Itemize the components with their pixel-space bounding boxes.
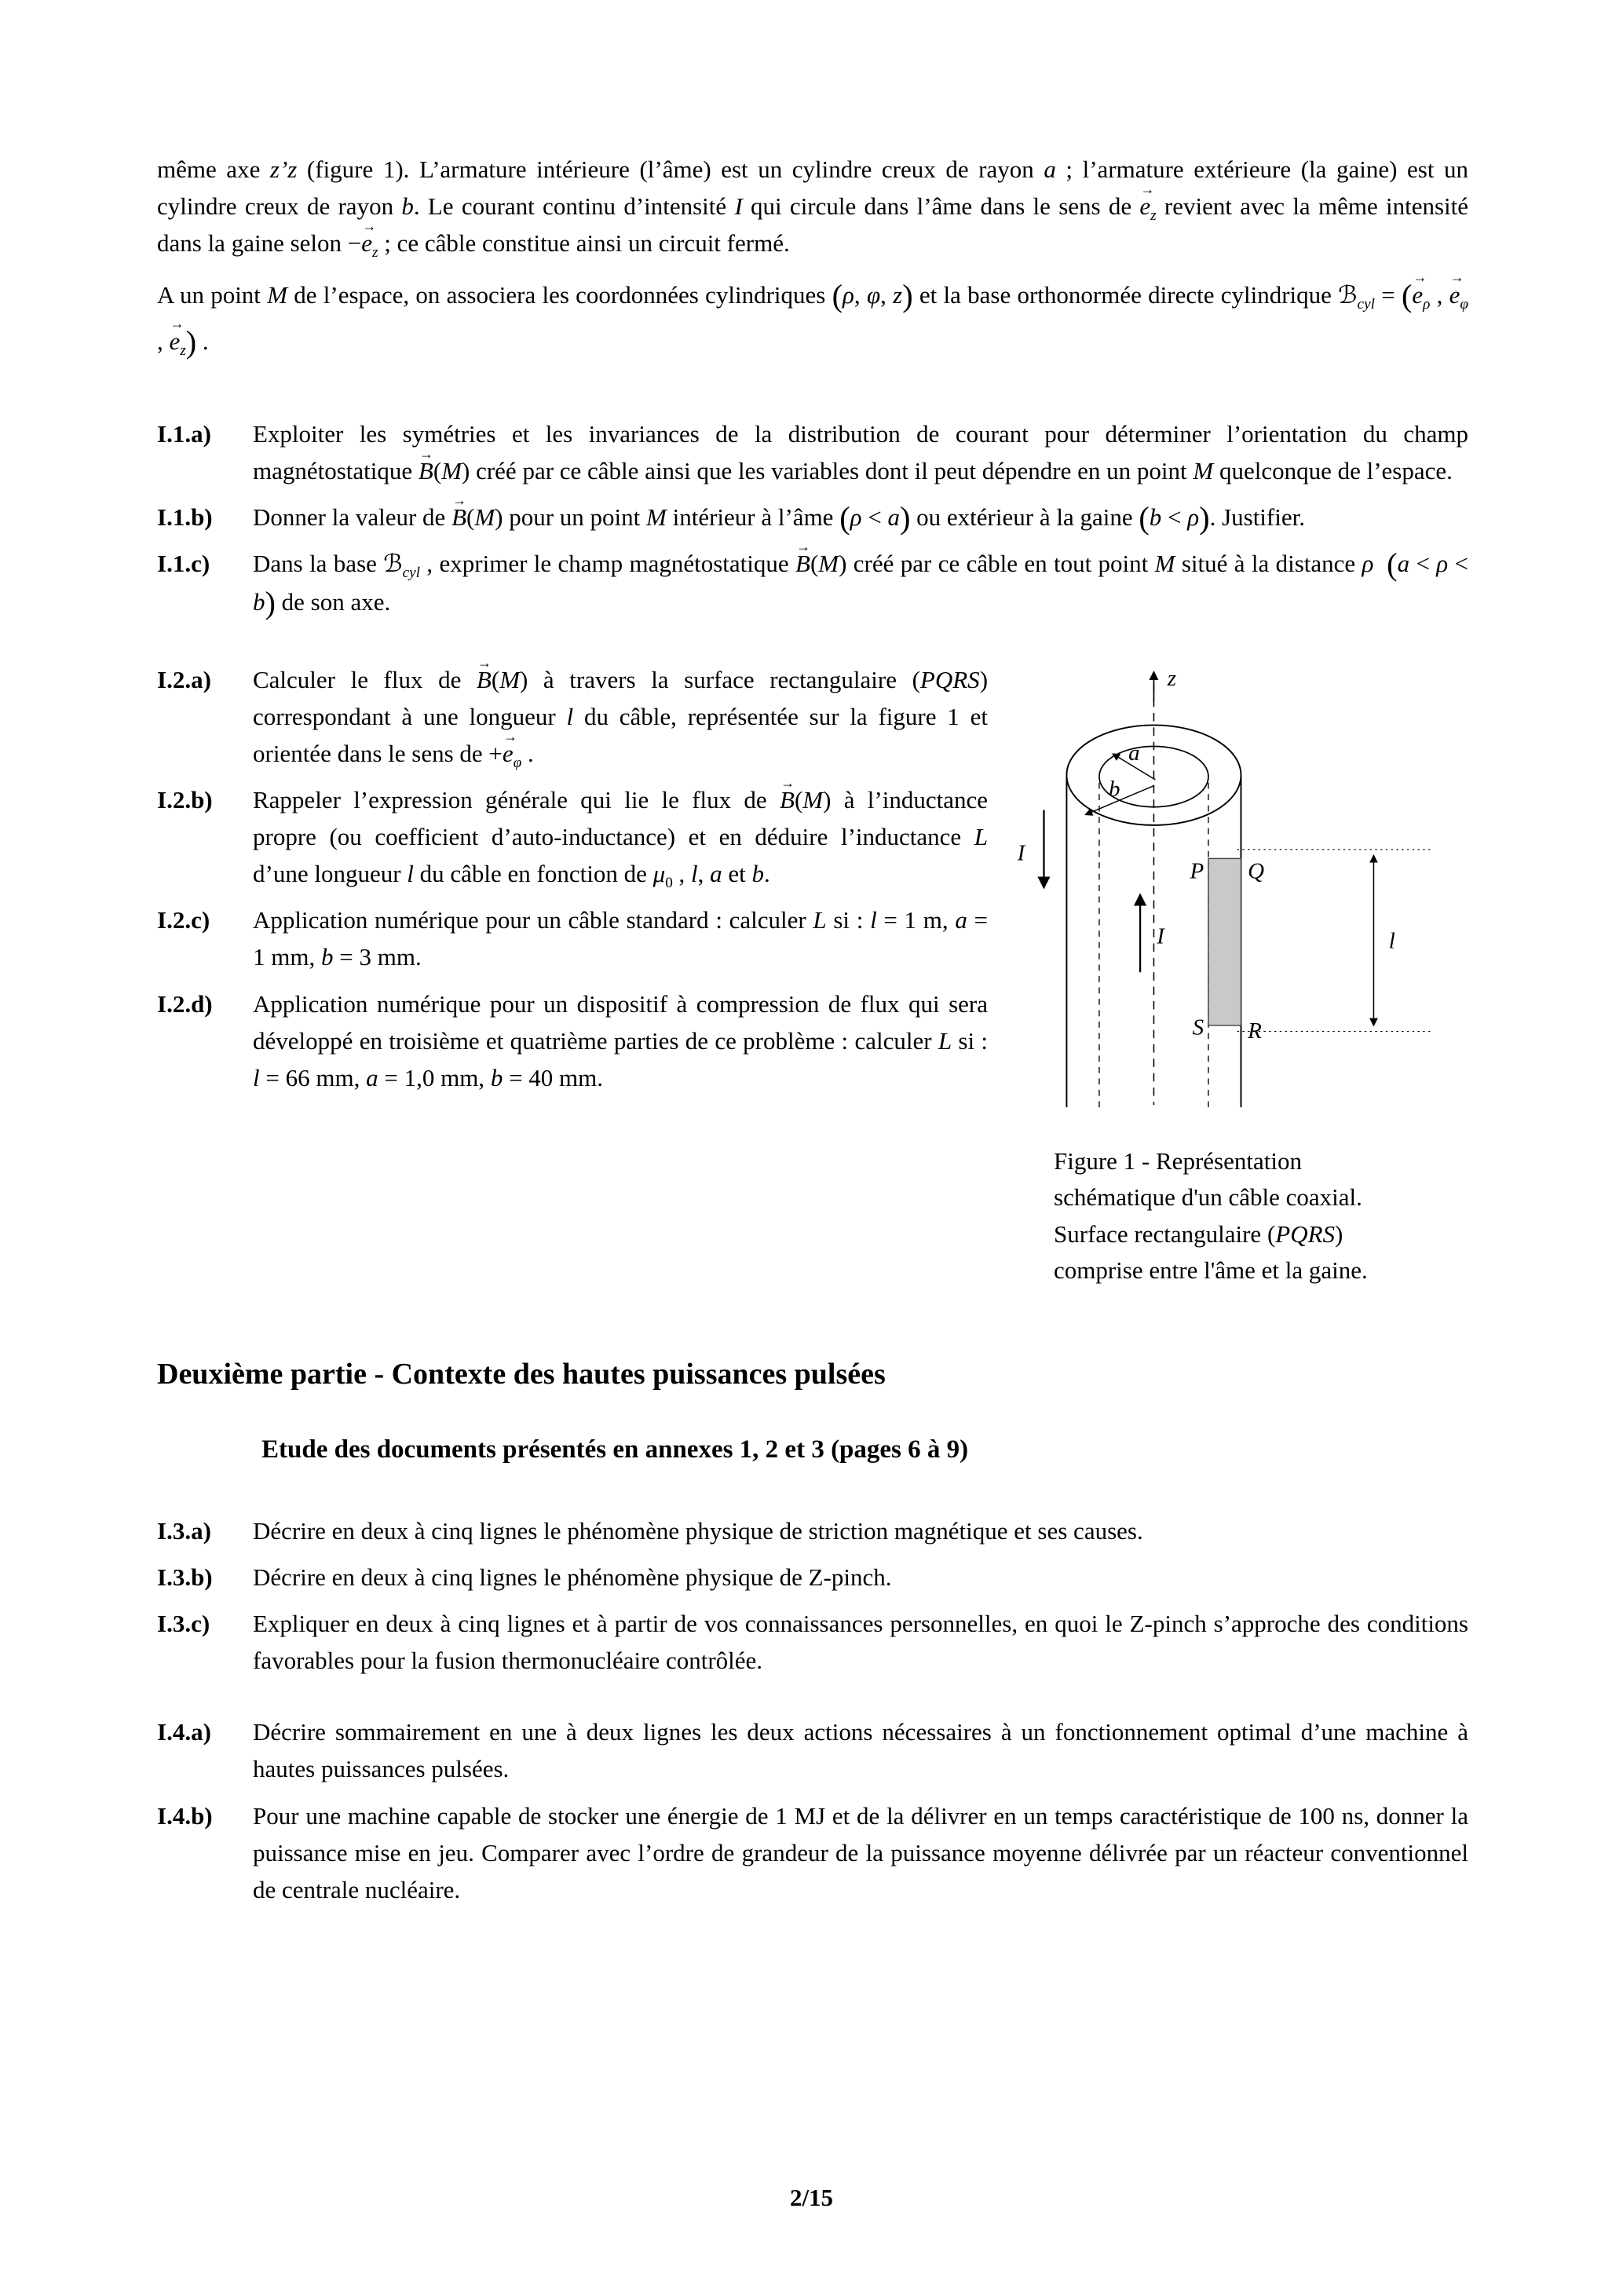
question-text: Application numérique pour un câble standard : calculer L si : l = 1 m, a = 1 mm, b = 3 mm.	[253, 906, 989, 971]
question-text: Dans la base ℬ$_{cyl}$ , exprimer le champ magnétostatique → B(M) créé par ce câble en tout point M situé à la distance ρ (a < ρ < b) de son axe.	[253, 545, 1468, 620]
part2-heading: Deuxième partie - Contexte des hautes puissances pulsées	[157, 1357, 886, 1391]
point-s-label: S	[1192, 1015, 1204, 1040]
question-row-I2b	[157, 781, 988, 892]
question-text: Calculer le flux de → B(M) à travers la surface rectangulaire (PQRS) correspondant à une longueur l du câble, représentée sur la figure 1 et orientée dans le sens de +→ $e_\varphi$ .	[253, 661, 988, 772]
question-row-I4a	[157, 1713, 1468, 1787]
question-text: Donner la valeur de → B(M) pour un point M intérieur à l’âme (ρ < a) ou extérieur à la gaine (b < ρ). Justifier.	[253, 499, 1468, 536]
radius-a-label: a	[1128, 740, 1140, 766]
question-row-I4b	[157, 1797, 1468, 1908]
question-row-I2d	[157, 985, 988, 1096]
question-text: Expliquer en deux à cinq lignes et à partir de vos connaissances personnelles, en quoi le Z-pinch s’approche des conditions favorables pour la fusion thermonucléaire contrôlée.	[253, 1610, 1468, 1675]
question-label: I.3.c)	[157, 1610, 210, 1638]
question-label: I.1.c)	[157, 550, 210, 578]
questions-and-figure-section	[157, 661, 1468, 1289]
question-label: I.1.b)	[157, 503, 213, 532]
question-row-I1b	[157, 499, 1468, 536]
question-label: I.2.c)	[157, 906, 210, 934]
question-label: I.2.a)	[157, 665, 211, 693]
question-row-I3a	[157, 1512, 1468, 1549]
question-group-I2	[157, 661, 988, 1289]
figure-1-coaxial-cable-diagram	[1010, 661, 1449, 1117]
figure-column	[988, 661, 1468, 1289]
figure-caption: Figure 1 - Représentation schématique d'un câble coaxial. Surface rectangulaire (PQRS) comprise entre l'âme et la gaine.	[1054, 1146, 1368, 1285]
question-text: Exploiter les symétries et les invariances de la distribution de courant pour déterminer l’orientation du champ magnétostatique → B(M) créé par ce câble ainsi que les variables dont il peut dépendre en un point M quelconque de l’espace.	[253, 415, 1468, 489]
length-l-label: l	[1388, 927, 1395, 953]
question-row-I2a	[157, 661, 988, 772]
radius-b-label: b	[1108, 776, 1120, 802]
question-text: Décrire en deux à cinq lignes le phénomène physique de striction magnétique et ses causes.	[253, 1516, 1143, 1545]
question-row-I1c	[157, 545, 1468, 620]
point-r-label: R	[1248, 1018, 1262, 1044]
question-label: I.2.b)	[157, 785, 213, 813]
question-label: I.3.b)	[157, 1563, 213, 1592]
question-text: Rappeler l’expression générale qui lie le flux de → B(M) à l’inductance propre (ou coefficient d’auto-inductance) et en déduire l’inductance L d’une longueur l du câble en fonction de $\mu_0$ , l, a et b.	[253, 781, 988, 892]
axis-label-z: z	[1167, 665, 1177, 691]
page-number: 2/15	[789, 2183, 834, 2211]
question-row-I1a	[157, 415, 1468, 489]
question-text: Décrire en deux à cinq lignes le phénomène physique de Z-pinch.	[253, 1563, 892, 1592]
question-label: I.3.a)	[157, 1516, 211, 1545]
point-q-label: Q	[1248, 858, 1265, 884]
current-label-outer: I	[1017, 839, 1025, 865]
question-row-I3c	[157, 1605, 1468, 1679]
intro-paragraph-2: A un point M de l’espace, on associera les coordonnées cylindriques (ρ, φ, z) et la base orthonormée directe cylindrique ℬ$_{cyl}$ = (→ $e_\rho$ , → $e_\varphi$ , → $e_z$) .	[157, 272, 1468, 365]
question-group-I1	[157, 415, 1468, 620]
question-label: I.4.a)	[157, 1718, 211, 1746]
question-row-I3b	[157, 1559, 1468, 1596]
question-text: Pour une machine capable de stocker une énergie de 1 MJ et de la délivrer en un temps caractéristique de 100 ns, donner la puissance mise en jeu. Comparer avec l’ordre de grandeur de la puissance moyenne délivrée par un réacteur conventionnel de centrale nucléaire.	[253, 1801, 1468, 1903]
question-text: Application numérique pour un dispositif à compression de flux qui sera développé en troisième et quatrième parties de ce problème : calculer L si : l = 66 mm, a = 1,0 mm, b = 40 mm.	[253, 989, 988, 1091]
question-label: I.1.a)	[157, 420, 211, 448]
question-row-I2c	[157, 901, 988, 975]
intro-paragraph-1: même axe z’z (figure 1). L’armature intérieure (l’âme) est un cylindre creux de rayon a ; l’armature extérieure (la gaine) est un cylindre creux de rayon b. Le courant continu d’intensité I qui circule dans l’âme dans le sens de → $e_z$ revient avec la même intensité dans la gaine selon −→ $e_z$ ; ce câble constitue ainsi un circuit fermé.	[157, 151, 1468, 261]
question-group-I4	[157, 1713, 1468, 1908]
question-group-I3	[157, 1512, 1468, 1679]
question-label: I.4.b)	[157, 1801, 213, 1830]
current-label-inner: I	[1157, 923, 1164, 949]
point-p-label: P	[1190, 858, 1204, 884]
question-text: Décrire sommairement en une à deux lignes les deux actions nécessaires à un fonctionnement optimal d’une machine à hautes puissances pulsées.	[253, 1718, 1468, 1783]
pqrs-surface-rectangle	[1208, 858, 1241, 1025]
question-label: I.2.d)	[157, 989, 213, 1018]
part2-subheading: Etude des documents présentés en annexes 1, 2 et 3 (pages 6 à 9)	[261, 1435, 969, 1464]
